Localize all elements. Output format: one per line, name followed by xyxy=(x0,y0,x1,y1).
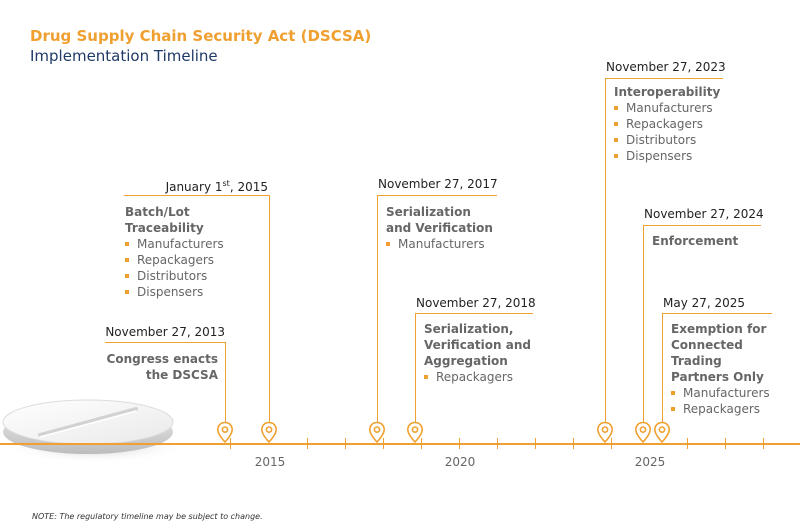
milestone-stem xyxy=(662,313,663,422)
timeline-axis xyxy=(0,443,800,445)
milestone-bracket xyxy=(643,225,761,226)
milestone-heading: Exemption for xyxy=(671,322,767,336)
list-item: Manufacturers xyxy=(671,385,796,401)
milestone-stem xyxy=(377,195,378,422)
location-pin-icon xyxy=(653,421,671,445)
list-item: Distributors xyxy=(614,132,754,148)
milestone-heading: Serialization, xyxy=(424,322,514,336)
axis-tick xyxy=(459,438,460,449)
axis-tick xyxy=(307,438,308,449)
milestone-heading: Partners Only xyxy=(671,370,764,384)
milestone-date: November 27, 2023 xyxy=(606,60,726,74)
date-main: January 1 xyxy=(165,180,223,194)
list-item: Repackagers xyxy=(671,401,796,417)
milestone-block xyxy=(424,321,564,385)
location-pin-icon xyxy=(596,421,614,445)
axis-tick xyxy=(725,438,726,449)
list-item: Repackagers xyxy=(424,369,564,385)
axis-tick xyxy=(535,438,536,449)
milestone-date: November 27, 2013 xyxy=(105,325,225,339)
axis-tick xyxy=(497,438,498,449)
milestone-heading: Enforcement xyxy=(652,234,739,248)
list-item: Manufacturers xyxy=(386,236,526,252)
axis-tick xyxy=(687,438,688,449)
milestone-heading: and Verification xyxy=(386,221,493,235)
milestone-heading: Interoperability xyxy=(614,85,721,99)
pill-image xyxy=(0,388,180,468)
milestone-heading: Connected Trading xyxy=(671,338,743,368)
date-tail: , 2015 xyxy=(229,180,268,194)
milestone-heading: Aggregation xyxy=(424,354,508,368)
milestone-bracket xyxy=(124,195,269,196)
milestone-stem xyxy=(605,78,606,422)
milestone-heading: Serialization xyxy=(386,205,471,219)
location-pin-icon xyxy=(368,421,386,445)
milestone-block xyxy=(652,233,772,249)
milestone-block xyxy=(614,84,754,164)
milestone-block xyxy=(671,321,796,417)
milestone-bracket xyxy=(377,195,497,196)
page-title: Drug Supply Chain Security Act (DSCSA) xyxy=(30,27,372,45)
list-item: Dispensers xyxy=(614,148,754,164)
axis-label-2015: 2015 xyxy=(254,455,286,469)
location-pin-icon xyxy=(406,421,424,445)
location-pin-icon xyxy=(634,421,652,445)
milestone-bracket xyxy=(105,342,225,343)
milestone-date: November 27, 2018 xyxy=(416,296,536,310)
page-subtitle: Implementation Timeline xyxy=(30,47,218,65)
milestone-block xyxy=(386,204,526,252)
milestone-heading: Batch/Lot Traceability xyxy=(125,205,204,235)
list-item: Repackagers xyxy=(125,252,270,268)
list-item: Repackagers xyxy=(614,116,754,132)
milestone-heading: Verification and xyxy=(424,338,531,352)
milestone-stem xyxy=(225,342,226,422)
axis-tick xyxy=(763,438,764,449)
milestone-stem xyxy=(643,225,644,422)
location-pin-icon xyxy=(216,421,234,445)
list-item: Manufacturers xyxy=(614,100,754,116)
axis-tick xyxy=(345,438,346,449)
axis-label-2025: 2025 xyxy=(634,455,666,469)
date-superscript: st xyxy=(222,179,230,188)
milestone-bracket xyxy=(415,313,533,314)
milestone-date: November 27, 2024 xyxy=(644,207,764,221)
axis-label-2020: 2020 xyxy=(444,455,476,469)
milestone-heading: the DSCSA xyxy=(145,368,218,382)
milestone-date: May 27, 2025 xyxy=(663,296,746,310)
milestone-block xyxy=(125,204,270,300)
axis-tick xyxy=(573,438,574,449)
milestone-date xyxy=(120,177,268,194)
location-pin-icon xyxy=(260,421,278,445)
milestone-block xyxy=(85,351,218,383)
milestone-heading: Congress enacts xyxy=(106,352,218,366)
milestone-bracket xyxy=(605,78,723,79)
milestone-bracket xyxy=(662,313,772,314)
milestone-stem xyxy=(415,313,416,422)
milestone-date: November 27, 2017 xyxy=(378,177,498,191)
list-item: Distributors xyxy=(125,268,270,284)
list-item: Dispensers xyxy=(125,284,270,300)
footer-note: NOTE: The regulatory timeline may be subject to change. xyxy=(32,512,263,521)
list-item: Manufacturers xyxy=(125,236,270,252)
